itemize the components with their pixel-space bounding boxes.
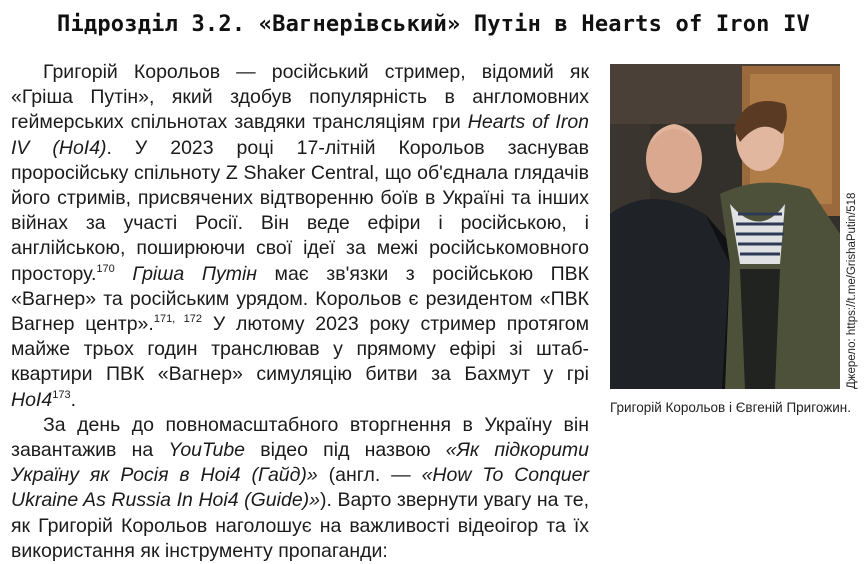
footnote-ref-170: 170: [96, 262, 115, 275]
p1-game-title: Hearts of Iron IV (HoI4): [11, 111, 590, 159]
footnote-ref-173: 173: [52, 388, 71, 401]
photo-illustration: [610, 64, 840, 389]
p2-text-1: За день до повномасштабного вторгнення в Україну він завантажив на: [11, 413, 589, 462]
p1-text-3: має зв'язки з російською ПВК «Вагнер» та російським урядом. Корольов є резидентом «ПВК Вагнер центр».: [11, 262, 589, 336]
footnote-ref-171-172: 171, 172: [153, 313, 203, 326]
p1-text-5: .: [70, 388, 76, 411]
paragraph-2: [11, 413, 589, 564]
p2-youtube: YouTube: [168, 439, 246, 462]
paragraph-1: [11, 60, 589, 413]
p1-text-1: Григорій Корольов — російський стример, відомий як «Гріша Путін», який здобув популярність в англомовних геймерських спільнотах завдяки трансляціям гри: [11, 61, 589, 134]
photo: [610, 64, 840, 389]
p2-text-4: ). Варто звернути увагу на те, як Григорій Корольов наголошує на важливості відеоігор та їх використання як інструменту пропаганди:: [11, 489, 589, 562]
p2-video-title-ua: «Як підкорити Україну як Росія в Hoi4 (Гайд)»: [11, 439, 590, 487]
p1-hoi4: HoI4: [11, 388, 53, 411]
photo-caption: Григорій Корольов і Євгеній Пригожин.: [610, 400, 851, 415]
p2-text-3: (англ. —: [317, 464, 422, 487]
p1-streamer-name: Гріша Путін: [132, 262, 258, 285]
p2-text-2: відео під назвою: [245, 439, 446, 462]
photo-source: Джерело: https://t.me/GrishaPutin/518: [846, 192, 858, 389]
p2-video-title-en: «How To Conquer Ukraine As Russia In Hoi4 (Guide)»: [11, 464, 589, 512]
p1-text-4: У лютому 2023 року стример протягом майже трьох годин транслював у прямому ефірі зі штаб-квартири ПВК «Вагнер» симуляцію битви за Бахмут у грі: [11, 313, 590, 386]
p1-text-2: . У 2023 році 17-літній Корольов заснував проросійську спільноту Z Shaker Central, що об'єднала глядачів його стримів, присвячених відтворенню боїв в Україні та інших війнах за участі Росії. Він веде ефіри і російською, і англійською, поширюючи свої ідеї за межі російськомовного простору.: [11, 136, 589, 285]
body-text: [11, 60, 589, 564]
section-heading: Підрозділ 3.2. «Вагнерівський» Путін в Hearts of Iron IV: [57, 12, 810, 37]
